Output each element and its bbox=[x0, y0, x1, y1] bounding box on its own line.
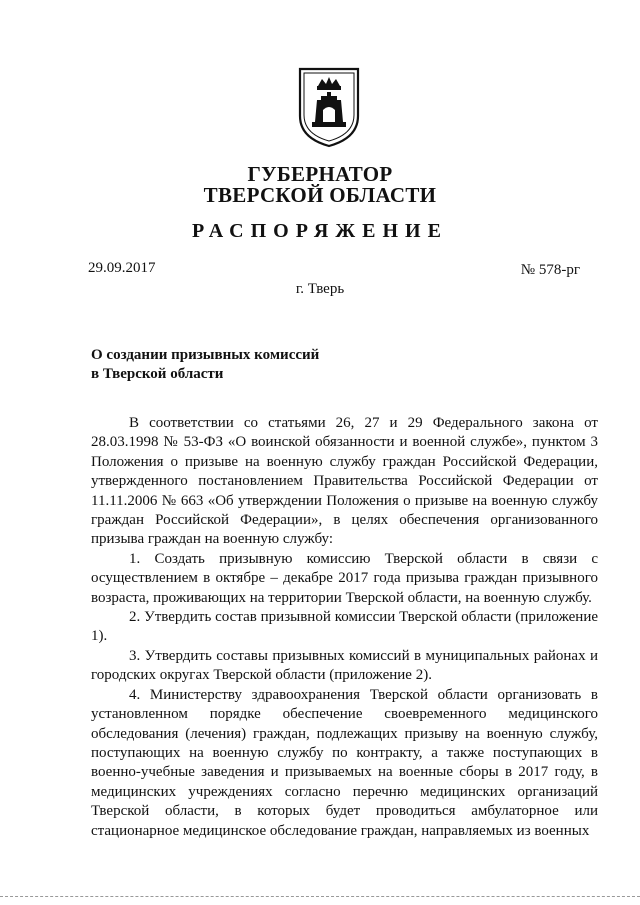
document-type: РАСПОРЯЖЕНИЕ bbox=[192, 220, 448, 242]
paragraph-item-3: 3. Утвердить составы призывных комиссий в муниципальных районах и городских округах Тверской области (приложение 2). bbox=[91, 647, 598, 684]
document-body bbox=[91, 414, 598, 841]
paragraph-preamble: В соответствии со статьями 26, 27 и 29 Федерального закона от 28.03.1998 № 53-ФЗ «О воинской обязанности и военной службе», пунктом 3 Положения о призыве на военную службу граждан Российской Федерации, утвержденного постановлением Правительства Российской Федерации от 11.11.2006 № 663 «Об утверждении Положения о призыве на военную службу граждан Российской Федерации», в целях обеспечения организованного призыва граждан на военную службу: bbox=[91, 415, 598, 548]
paragraph-item-4: 4. Министерству здравоохранения Тверской области организовать в установленном порядке обеспечение своевременного медицинского обследования (лечения) граждан, подлежащих призыву на военную службу, поступающих на военную службу по контракту, а также поступающих в военно-учебные заведения и призываемых на военные сборы в 2017 году, в медицинских учреждениях согласно перечню медицинских организаций Тверской области, в которых будет проводиться амбулаторное или стационарное медицинское обследование граждан, направляемых из военных bbox=[91, 686, 598, 839]
document-subject bbox=[91, 346, 391, 384]
paragraph-item-1: 1. Создать призывную комиссию Тверской области в связи с осуществлением в октябре – декабре 2017 года призыва граждан призывного возраста, проживающих на территории Тверской области, на военную службу. bbox=[91, 550, 598, 606]
paragraph-item-2: 2. Утвердить состав призывной комиссии Тверской области (приложение 1). bbox=[91, 609, 598, 645]
page-edge-divider bbox=[0, 896, 640, 898]
coat-of-arms-icon bbox=[297, 66, 361, 148]
subject-line-1: О создании призывных комиссий bbox=[91, 347, 320, 363]
document-number: № 578-рг bbox=[520, 262, 580, 278]
issuer-title: ГУБЕРНАТОР bbox=[247, 162, 393, 186]
document-date: 29.09.2017 bbox=[88, 260, 156, 276]
issuer-region: ТВЕРСКОЙ ОБЛАСТИ bbox=[203, 183, 437, 207]
document-city: г. Тверь bbox=[295, 281, 345, 297]
subject-line-2: в Тверской области bbox=[91, 366, 224, 382]
